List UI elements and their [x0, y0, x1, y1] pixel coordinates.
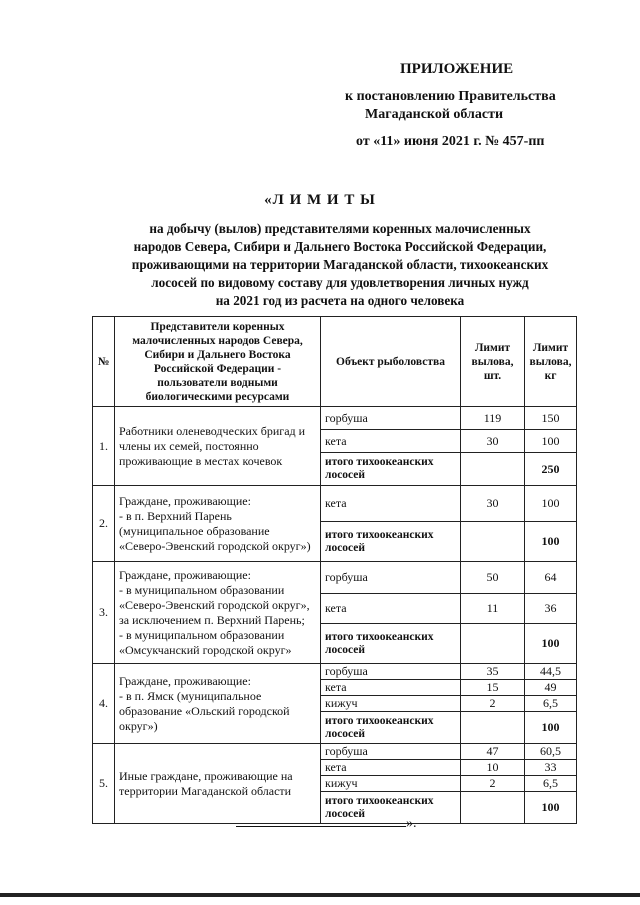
- limit-pcs-cell: 119: [461, 407, 525, 430]
- limit-kg-cell: 33: [525, 760, 577, 776]
- subtitle-line-4: лососей по видовому составу для удовлетворения личных нужд: [151, 275, 529, 290]
- header-limit-kg: Лимит вылова, кг: [525, 317, 577, 407]
- group-2-description: Граждане, проживающие: - в п. Верхний Парень (муниципальное образование «Северо-Эвенский городской округ»): [115, 486, 321, 562]
- total-kg-cell: 250: [525, 453, 577, 486]
- group-3-description: Граждане, проживающие: - в муниципальном образовании «Северо-Эвенский городской округ», за исключением п. Верхний Парень; - в муниципальном образовании «Омсукчанский городской округ»: [115, 562, 321, 664]
- subtitle-line-3: проживающими на территории Магаданской области, тихоокеанских: [131, 257, 549, 272]
- limit-kg-cell: 36: [525, 594, 577, 624]
- limit-pcs-cell: 10: [461, 760, 525, 776]
- total-label-cell: итого тихоокеанских лососей: [321, 712, 461, 744]
- group-4-num: 4.: [93, 664, 115, 744]
- header-limit-pcs: Лимит вылова, шт.: [461, 317, 525, 407]
- limit-pcs-cell: 47: [461, 744, 525, 760]
- group-3-num: 3.: [93, 562, 115, 664]
- closing-signature-line: [236, 814, 417, 832]
- limit-pcs-cell: 30: [461, 486, 525, 522]
- total-label-cell: итого тихоокеанских лососей: [321, 522, 461, 562]
- table-header-row: [93, 317, 577, 407]
- total-label-cell: итого тихоокеанских лососей: [321, 624, 461, 664]
- header-group: Представители коренных малочисленных народов Севера, Сибири и Дальнего Востока Российской Федерации - пользователи водными биологическими ресурсами: [115, 317, 321, 407]
- object-cell: кета: [321, 680, 461, 696]
- table-row: [93, 486, 577, 522]
- limit-pcs-cell: [461, 624, 525, 664]
- object-cell: кижуч: [321, 696, 461, 712]
- limit-pcs-cell: [461, 453, 525, 486]
- closing-quote: ».: [406, 816, 417, 831]
- limit-pcs-cell: [461, 712, 525, 744]
- limit-pcs-cell: 15: [461, 680, 525, 696]
- limit-pcs-cell: 50: [461, 562, 525, 594]
- header-object: Объект рыболовства: [321, 317, 461, 407]
- subtitle-line-2: народов Севера, Сибири и Дальнего Востока Российской Федерации,: [133, 239, 547, 254]
- limit-kg-cell: 64: [525, 562, 577, 594]
- total-kg-cell: 100: [525, 792, 577, 824]
- limit-kg-cell: 150: [525, 407, 577, 430]
- limit-kg-cell: 44,5: [525, 664, 577, 680]
- object-cell: кета: [321, 760, 461, 776]
- total-label-cell: итого тихоокеанских лососей: [321, 453, 461, 486]
- limit-pcs-cell: 30: [461, 430, 525, 453]
- group-5-num: 5.: [93, 744, 115, 824]
- limit-pcs-cell: 2: [461, 776, 525, 792]
- group-1-num: 1.: [93, 407, 115, 486]
- group-4-description: Граждане, проживающие: - в п. Ямск (муниципальное образование «Ольский городской округ»): [115, 664, 321, 744]
- limit-pcs-cell: [461, 792, 525, 824]
- object-cell: кижуч: [321, 776, 461, 792]
- header-num: №: [93, 317, 115, 407]
- decree-line-2: Магаданской области: [365, 107, 504, 122]
- object-cell: горбуша: [321, 744, 461, 760]
- signature-underline: [236, 814, 406, 827]
- group-5-description: Иные граждане, проживающие на территории Магаданской области: [115, 744, 321, 824]
- limits-table: [92, 316, 577, 824]
- group-1-description: Работники оленеводческих бригад и члены их семей, постоянно проживающие в местах кочевок: [115, 407, 321, 486]
- table-row: [93, 664, 577, 680]
- total-kg-cell: 100: [525, 522, 577, 562]
- limit-kg-cell: 6,5: [525, 696, 577, 712]
- object-cell: горбуша: [321, 562, 461, 594]
- subtitle-line-5: на 2021 год из расчета на одного человека: [215, 293, 465, 308]
- decree-line-1: к постановлению Правительства: [345, 89, 556, 104]
- total-kg-cell: 100: [525, 712, 577, 744]
- object-cell: кета: [321, 430, 461, 453]
- table-row: [93, 407, 577, 430]
- total-label-cell: итого тихоокеанских лососей: [321, 792, 461, 824]
- limit-kg-cell: 100: [525, 430, 577, 453]
- limit-pcs-cell: 11: [461, 594, 525, 624]
- limit-kg-cell: 49: [525, 680, 577, 696]
- object-cell: кета: [321, 486, 461, 522]
- object-cell: кета: [321, 594, 461, 624]
- subtitle-line-1: на добычу (вылов) представителями коренных малочисленных: [149, 221, 531, 236]
- group-2-num: 2.: [93, 486, 115, 562]
- limit-pcs-cell: 2: [461, 696, 525, 712]
- table-row: [93, 744, 577, 760]
- table-row: [93, 562, 577, 594]
- limit-kg-cell: 6,5: [525, 776, 577, 792]
- limit-kg-cell: 60,5: [525, 744, 577, 760]
- limit-kg-cell: 100: [525, 486, 577, 522]
- decree-date-number: от «11» июня 2021 г. № 457-пп: [356, 134, 545, 149]
- appendix-title: ПРИЛОЖЕНИЕ: [400, 61, 514, 77]
- scan-bottom-edge: [0, 893, 640, 897]
- object-cell: горбуша: [321, 407, 461, 430]
- object-cell: горбуша: [321, 664, 461, 680]
- limit-pcs-cell: 35: [461, 664, 525, 680]
- total-kg-cell: 100: [525, 624, 577, 664]
- limit-pcs-cell: [461, 522, 525, 562]
- document-title: «Л И М И Т Ы: [264, 192, 376, 208]
